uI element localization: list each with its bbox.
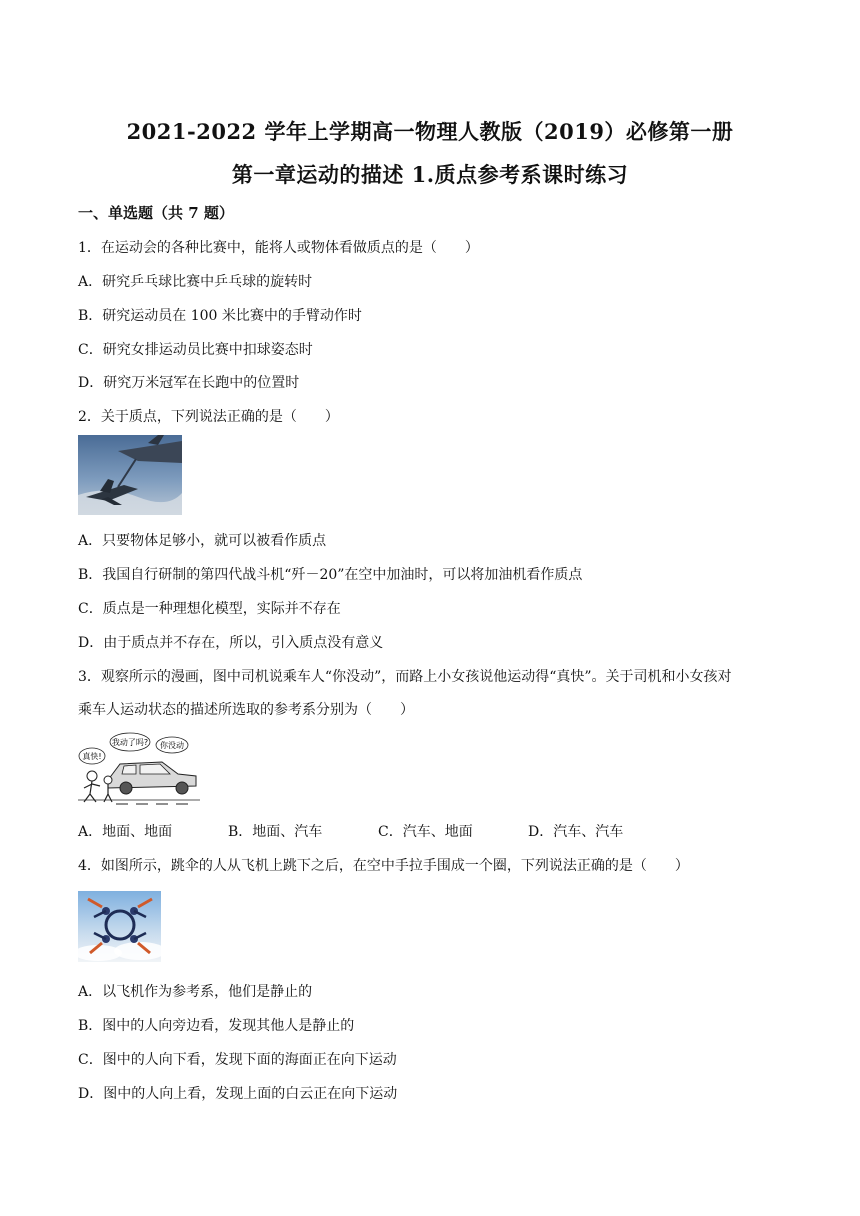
car-cartoon-image (78, 728, 200, 808)
question-3-option-c: C．汽车、地面 (378, 824, 473, 840)
question-3-option-b: B．地面、汽车 (228, 824, 323, 840)
question-3-options (78, 821, 678, 841)
bubble-text-1: 我动了吗? (111, 738, 149, 747)
question-3-stem-line-2: 乘车人运动状态的描述所选取的参考系分别为（ ） (78, 702, 414, 718)
fighter-jet-refueling-image (78, 435, 182, 515)
question-4-option-a: A．以飞机作为参考系，他们是静止的 (78, 984, 313, 1000)
question-1-option-d: D．研究万米冠军在长跑中的位置时 (78, 375, 300, 391)
document-title-line-1: 2021-2022 学年上学期高一物理人教版（2019）必修第一册 (126, 119, 734, 144)
question-1-option-b: B．研究运动员在 100 米比赛中的手臂动作时 (78, 308, 362, 324)
question-2-option-c: C．质点是一种理想化模型，实际并不存在 (78, 601, 341, 617)
question-4-option-b: B．图中的人向旁边看，发现其他人是静止的 (78, 1018, 355, 1034)
question-2-option-b: B．我国自行研制的第四代战斗机“歼－20”在空中加油时，可以将加油机看作质点 (78, 567, 583, 583)
question-2-option-d: D．由于质点并不存在，所以，引入质点没有意义 (78, 635, 384, 651)
question-4-stem: 4．如图所示，跳伞的人从飞机上跳下之后，在空中手拉手围成一个圈，下列说法正确的是（ ） (78, 858, 689, 874)
document-title-line-2: 第一章运动的描述 1.质点参考系课时练习 (231, 162, 629, 187)
question-2-stem: 2．关于质点，下列说法正确的是（ ） (78, 409, 339, 425)
question-4-option-d: D．图中的人向上看，发现上面的白云正在向下运动 (78, 1086, 398, 1102)
section-heading: 一、单选题（共 7 题） (78, 204, 234, 222)
question-3-option-d: D．汽车、汽车 (528, 824, 624, 840)
question-3-option-a: A．地面、地面 (78, 824, 173, 840)
bubble-text-2: 你没动 (160, 741, 184, 750)
question-3-stem-line-1: 3．观察所示的漫画，图中司机说乘车人“你没动”，而路上小女孩说他运动得“真快”。关于司机和小女孩对 (78, 669, 732, 685)
question-4-option-c: C．图中的人向下看，发现下面的海面正在向下运动 (78, 1052, 397, 1068)
question-1-stem: 1．在运动会的各种比赛中，能将人或物体看做质点的是（ ） (78, 240, 479, 256)
bubble-text-3: 真快! (82, 752, 102, 761)
skydivers-formation-image (78, 891, 161, 962)
question-1-option-a: A．研究乒乓球比赛中乒乓球的旋转时 (78, 274, 313, 290)
question-2-option-a: A．只要物体足够小，就可以被看作质点 (78, 533, 327, 549)
question-1-option-c: C．研究女排运动员比赛中扣球姿态时 (78, 342, 313, 358)
